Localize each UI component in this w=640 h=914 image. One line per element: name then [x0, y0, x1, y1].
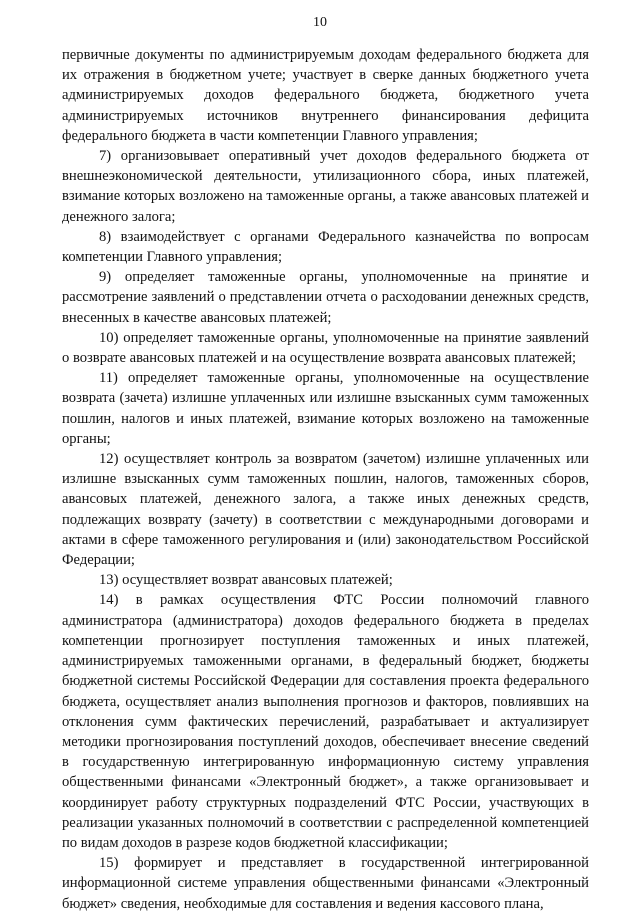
paragraph-continuation: первичные документы по администрируемым доходам федерального бюджета для их отражения в бюджетном учете; участвует в сверке данных бюджетного учета администрируемых доходов федерального бюджета, бюджетного учета администрируемых источников внутреннего финансирования дефицита федерального бюджета в части компетенции Главного управления;	[62, 47, 589, 144]
paragraph-item-14: 14) в рамках осуществления ФТС России полномочий главного администратора (администратора) доходов федерального бюджета в пределах компетенции прогнозирует поступления таможенных и иных платежей, администрируемых таможенными органами, в федеральный бюджет, бюджеты бюджетной системы Российской Федерации для составления проекта федерального бюджета, осуществляет анализ выполнения прогнозов и факторов, повлиявших на отклонения сумм фактических перечислений, разрабатывает и актуализирует методики прогнозирования поступлений доходов, обеспечивает внесение сведений в государственную интегрированную информационную систему управления общественными финансами «Электронный бюджет», а также организовывает и координирует работу структурных подразделений ФТС России, участвующих в реализации указанных полномочий в соответствии с распределенной компетенцией по видам доходов в разрезе кодов бюджетной классификации;	[62, 592, 589, 851]
paragraph-item-11: 11) определяет таможенные органы, уполномоченные на осуществление возврата (зачета) излишне уплаченных или излишне взысканных сумм таможенных пошлин, налогов и иных платежей, взимание которых возложено на таможенные органы;	[62, 370, 589, 447]
paragraph-item-9: 9) определяет таможенные органы, уполномоченные на принятие и рассмотрение заявлений о представлении отчета о расходовании денежных средств, внесенных в качестве авансовых платежей;	[62, 269, 589, 326]
page-number: 10	[313, 15, 327, 30]
paragraph-item-12: 12) осуществляет контроль за возвратом (зачетом) излишне уплаченных или излишне взысканных сумм таможенных пошлин, налогов, таможенных сборов, авансовых платежей, денежного залога, а также иных денежных средств, подлежащих возврату (зачету) в соответствии с международными договорами и актами в сфере таможенного регулирования и (или) законодательством Российской Федерации;	[62, 451, 589, 569]
paragraph-item-8: 8) взаимодействует с органами Федерального казначейства по вопросам компетенции Главного управления;	[62, 228, 589, 266]
paragraph-item-15: 15) формирует и представляет в государственной интегрированной информационной системе управления общественными финансами «Электронный бюджет» сведения, необходимые для составления и ведения кассового плана,	[62, 855, 589, 912]
paragraph-item-10: 10) определяет таможенные органы, уполномоченные на принятие заявлений о возврате авансовых платежей и на осуществление возврата авансовых платежей;	[62, 329, 589, 367]
paragraph-item-13: 13) осуществляет возврат авансовых платежей;	[99, 572, 393, 589]
paragraph-item-7: 7) организовывает оперативный учет доходов федерального бюджета от внешнеэкономической деятельности, утилизационного сбора, иных платежей, взимание которых возложено на таможенные органы, а также авансовых платежей и денежного залога;	[62, 148, 589, 225]
document-body	[62, 45, 589, 914]
